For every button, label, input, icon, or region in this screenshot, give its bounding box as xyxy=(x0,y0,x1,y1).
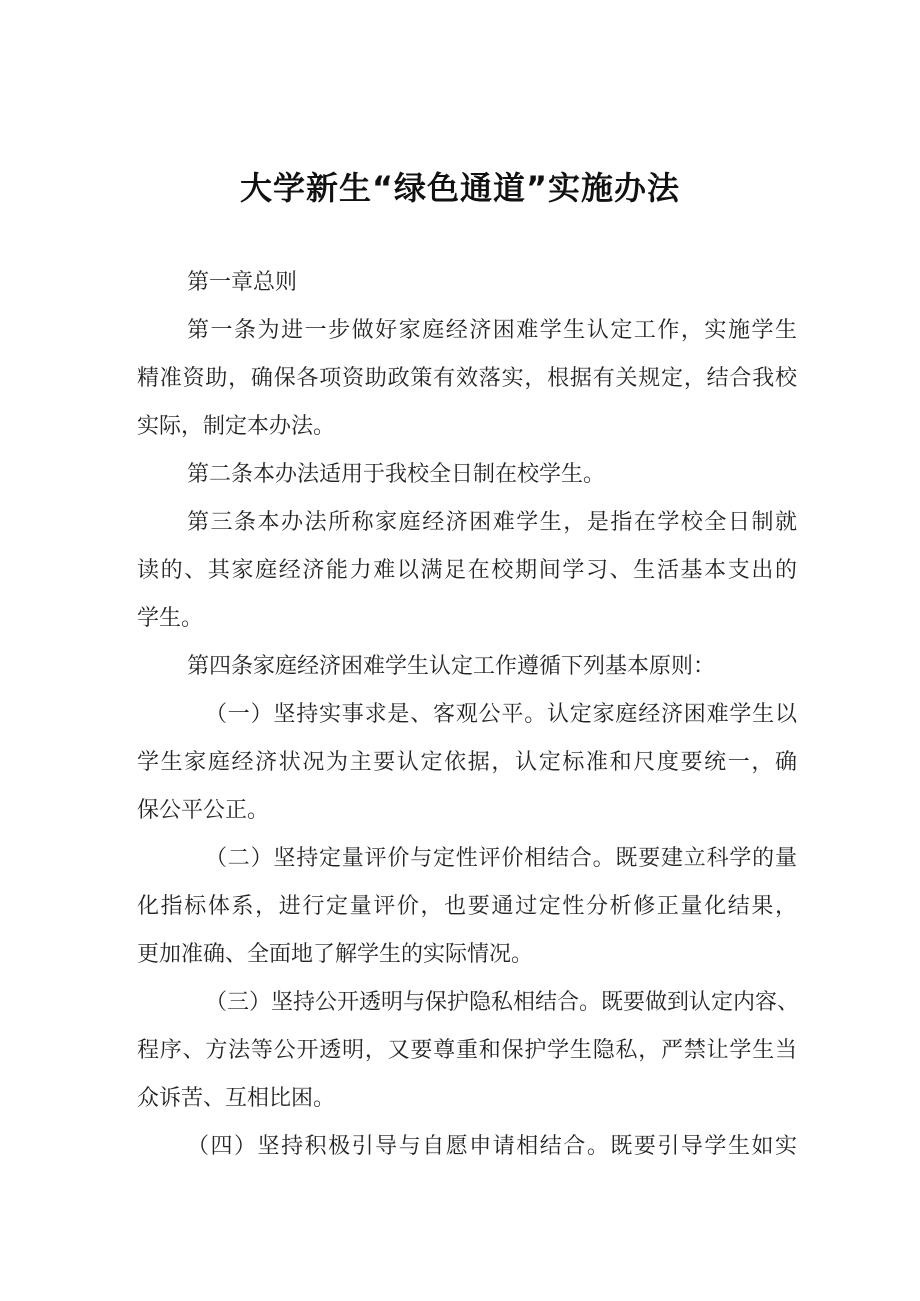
article-3-line-1: 第三条本办法所称家庭经济困难学生，是指在学校全日制就 xyxy=(187,510,797,535)
principle-1-line-1: （一）坚持实事求是、客观公平。认定家庭经济困难学生以 xyxy=(205,702,797,727)
principle-4-line-1: （四）坚持积极引导与自愿申请相结合。既要引导学生如实 xyxy=(187,1134,797,1159)
principle-3-line-2: 程序、方法等公开透明，又要尊重和保护学生隐私，严禁让学生当 xyxy=(137,1038,797,1063)
article-1-line-2: 精准资助，确保各项资助政策有效落实，根据有关规定，结合我校 xyxy=(137,366,797,391)
article-1-line-1: 第一条为进一步做好家庭经济困难学生认定工作，实施学生 xyxy=(187,318,797,343)
principle-2-line-1: （二）坚持定量评价与定性评价相结合。既要建立科学的量 xyxy=(205,846,797,871)
article-1-line-3: 实际，制定本办法。 xyxy=(137,414,336,439)
principle-2-line-2: 化指标体系，进行定量评价，也要通过定性分析修正量化结果， xyxy=(137,894,797,919)
article-3-line-3: 学生。 xyxy=(137,606,204,631)
article-2-line-1: 第二条本办法适用于我校全日制在校学生。 xyxy=(187,462,606,487)
principle-2-line-3: 更加准确、全面地了解学生的实际情况。 xyxy=(137,942,534,967)
principle-1-line-3: 保公平公正。 xyxy=(137,798,270,823)
article-3-line-2: 读的、其家庭经济能力难以满足在校期间学习、生活基本支出的 xyxy=(137,558,797,583)
chapter-heading: 第一章总则 xyxy=(187,270,298,295)
principle-3-line-3: 众诉苦、互相比困。 xyxy=(137,1086,336,1111)
principle-3-line-1: （三）坚持公开透明与保护隐私相结合。既要做到认定内容、 xyxy=(205,990,800,1015)
document-title: 大学新生“绿色通道”实施办法 xyxy=(239,169,681,207)
article-4-line-1: 第四条家庭经济困难学生认定工作遵循下列基本原则： xyxy=(187,654,716,679)
principle-1-line-2: 学生家庭经济状况为主要认定依据，认定标准和尺度要统一，确 xyxy=(137,750,797,775)
